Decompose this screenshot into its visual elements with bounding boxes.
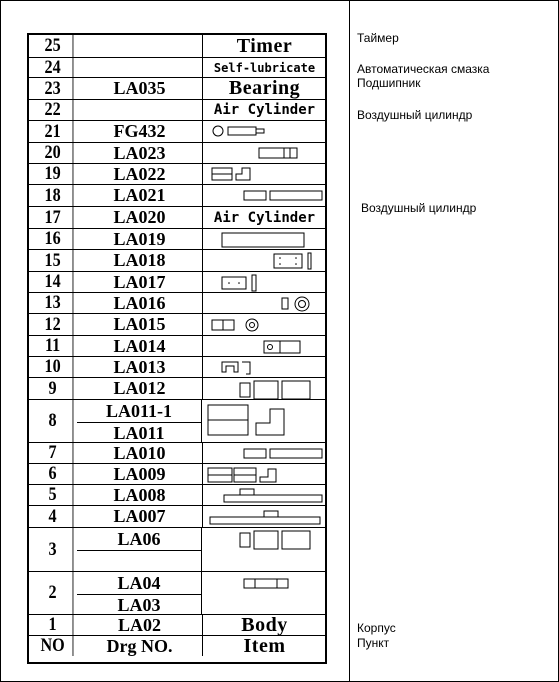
cell-no: 1 bbox=[33, 615, 74, 635]
cell-item bbox=[204, 314, 325, 335]
table-row bbox=[29, 206, 325, 228]
cell-item bbox=[204, 572, 325, 614]
cell-no: 11 bbox=[33, 336, 74, 356]
cell-drg: LA020 bbox=[77, 207, 203, 228]
cell-item bbox=[204, 272, 325, 292]
table-row bbox=[29, 399, 325, 442]
cell-item bbox=[204, 293, 325, 313]
cell-item bbox=[204, 400, 325, 442]
cell-item bbox=[204, 336, 325, 356]
cell-no: 10 bbox=[33, 357, 74, 377]
cell-no: 9 bbox=[33, 378, 74, 399]
table-row bbox=[29, 35, 325, 57]
table-row bbox=[29, 163, 325, 184]
cell-drg: LA04 bbox=[77, 572, 202, 594]
cell-no: 5 bbox=[33, 485, 74, 505]
cell-no: 12 bbox=[33, 314, 74, 335]
cell-no: 20 bbox=[33, 143, 74, 163]
cell-drg: LA023 bbox=[77, 143, 203, 163]
part-sketch-icon bbox=[204, 379, 325, 399]
cell-item bbox=[204, 121, 325, 142]
table-row bbox=[29, 142, 325, 163]
cell-drg: LA015 bbox=[77, 314, 203, 335]
part-sketch-icon bbox=[204, 230, 325, 249]
cell-drg: LA007 bbox=[77, 506, 203, 527]
note-item: Пункт bbox=[357, 636, 390, 650]
cell-drg: LA018 bbox=[77, 250, 203, 271]
table-row bbox=[29, 335, 325, 356]
table-row bbox=[29, 484, 325, 505]
table-row bbox=[29, 505, 325, 527]
cell-item: Bearing bbox=[228, 78, 301, 99]
part-sketch-icon bbox=[204, 337, 325, 356]
cell-drg: LA013 bbox=[77, 357, 203, 377]
table-row bbox=[29, 184, 325, 206]
cell-item bbox=[204, 185, 325, 206]
table-row bbox=[29, 463, 325, 484]
table-row bbox=[29, 377, 325, 399]
cell-drg: LA010 bbox=[77, 443, 203, 463]
part-sketch-icon bbox=[204, 573, 325, 614]
cell-drg bbox=[77, 35, 203, 57]
cell-item: Self-lubricate bbox=[213, 60, 316, 75]
cell-item bbox=[204, 464, 325, 484]
cell-no: 25 bbox=[33, 35, 74, 57]
note-body: Корпус bbox=[357, 621, 396, 635]
part-sketch-icon bbox=[204, 122, 325, 142]
part-sketch-icon bbox=[204, 465, 325, 484]
cell-drg bbox=[77, 58, 203, 77]
cell-no: 2 bbox=[33, 572, 74, 614]
cell-item: Timer bbox=[236, 35, 293, 57]
cell-drg: LA011 bbox=[77, 422, 202, 443]
cell-drg: LA014 bbox=[77, 336, 203, 356]
part-sketch-icon bbox=[204, 294, 325, 313]
cell-no: 6 bbox=[33, 464, 74, 484]
cell-drg: LA012 bbox=[77, 378, 203, 399]
cell-item bbox=[204, 506, 325, 527]
cell-drg: LA021 bbox=[77, 185, 203, 206]
cell-item bbox=[204, 143, 325, 163]
part-sketch-icon bbox=[204, 358, 325, 377]
table-header-row bbox=[29, 635, 325, 656]
cell-no: 19 bbox=[33, 164, 74, 184]
cell-no: 4 bbox=[33, 506, 74, 527]
cell-no: 23 bbox=[33, 78, 74, 99]
cell-no: 18 bbox=[33, 185, 74, 206]
note-self-lubricate: Автоматическая смазка bbox=[357, 62, 490, 76]
table-row bbox=[29, 442, 325, 463]
cell-item: Air Cylinder bbox=[213, 209, 316, 226]
cell-no: 17 bbox=[33, 207, 74, 228]
part-sketch-icon bbox=[204, 401, 325, 442]
part-sketch-icon bbox=[204, 144, 325, 163]
cell-item bbox=[204, 357, 325, 377]
cell-drg: LA019 bbox=[77, 229, 203, 249]
cell-item: Air Cylinder bbox=[213, 102, 316, 118]
cell-no: 13 bbox=[33, 293, 74, 313]
cell-drg: LA016 bbox=[77, 293, 203, 313]
part-sketch-icon bbox=[204, 507, 325, 527]
header-no: NO bbox=[33, 636, 74, 656]
table-row bbox=[29, 614, 325, 635]
cell-drg: LA03 bbox=[77, 594, 202, 615]
table-row bbox=[29, 99, 325, 120]
cell-no: 14 bbox=[33, 272, 74, 292]
table-row bbox=[29, 77, 325, 99]
cell-drg: FG432 bbox=[77, 121, 203, 142]
table-row bbox=[29, 271, 325, 292]
parts-table bbox=[27, 33, 327, 664]
table-row bbox=[29, 527, 325, 571]
part-sketch-icon bbox=[204, 529, 325, 571]
table-row bbox=[29, 356, 325, 377]
table-row bbox=[29, 292, 325, 313]
note-air-cylinder-1: Воздушный цилиндр bbox=[357, 108, 473, 122]
cell-no: 21 bbox=[33, 121, 74, 142]
table-row bbox=[29, 313, 325, 335]
cell-drg: LA009 bbox=[77, 464, 203, 484]
table-row bbox=[29, 228, 325, 249]
column-divider bbox=[349, 0, 350, 682]
cell-drg: LA035 bbox=[77, 78, 203, 99]
cell-no: 24 bbox=[33, 58, 74, 77]
cell-drg: LA011-1 bbox=[77, 400, 202, 422]
part-sketch-icon bbox=[204, 273, 325, 292]
header-drg: Drg NO. bbox=[77, 636, 203, 656]
cell-drg bbox=[77, 550, 202, 572]
table-row bbox=[29, 249, 325, 271]
table-row bbox=[29, 57, 325, 77]
note-timer: Таймер bbox=[357, 31, 399, 45]
cell-item bbox=[204, 443, 325, 463]
part-sketch-icon bbox=[204, 444, 325, 463]
cell-item bbox=[204, 250, 325, 271]
cell-drg: LA008 bbox=[77, 485, 203, 505]
note-air-cylinder-2: Воздушный цилиндр bbox=[361, 201, 477, 215]
part-sketch-icon bbox=[204, 186, 325, 206]
cell-no: 15 bbox=[33, 250, 74, 271]
cell-item bbox=[204, 485, 325, 505]
cell-drg bbox=[77, 100, 203, 120]
cell-no: 22 bbox=[33, 100, 74, 120]
header-item: Item bbox=[243, 636, 286, 656]
part-sketch-icon bbox=[204, 486, 325, 505]
cell-item bbox=[204, 378, 325, 399]
part-sketch-icon bbox=[204, 251, 325, 271]
cell-drg: LA017 bbox=[77, 272, 203, 292]
cell-item bbox=[204, 164, 325, 184]
cell-item bbox=[204, 528, 325, 571]
table-row bbox=[29, 571, 325, 614]
cell-drg: LA022 bbox=[77, 164, 203, 184]
table-row bbox=[29, 120, 325, 142]
cell-item bbox=[204, 229, 325, 249]
cell-no: 7 bbox=[33, 443, 74, 463]
cell-item: Body bbox=[241, 615, 288, 635]
note-bearing: Подшипник bbox=[357, 76, 421, 90]
part-sketch-icon bbox=[204, 315, 325, 335]
cell-no: 8 bbox=[33, 400, 74, 442]
cell-no: 16 bbox=[33, 229, 74, 249]
cell-no: 3 bbox=[33, 528, 74, 571]
part-sketch-icon bbox=[204, 165, 325, 184]
cell-drg: LA02 bbox=[77, 615, 203, 635]
cell-drg: LA06 bbox=[77, 528, 202, 550]
